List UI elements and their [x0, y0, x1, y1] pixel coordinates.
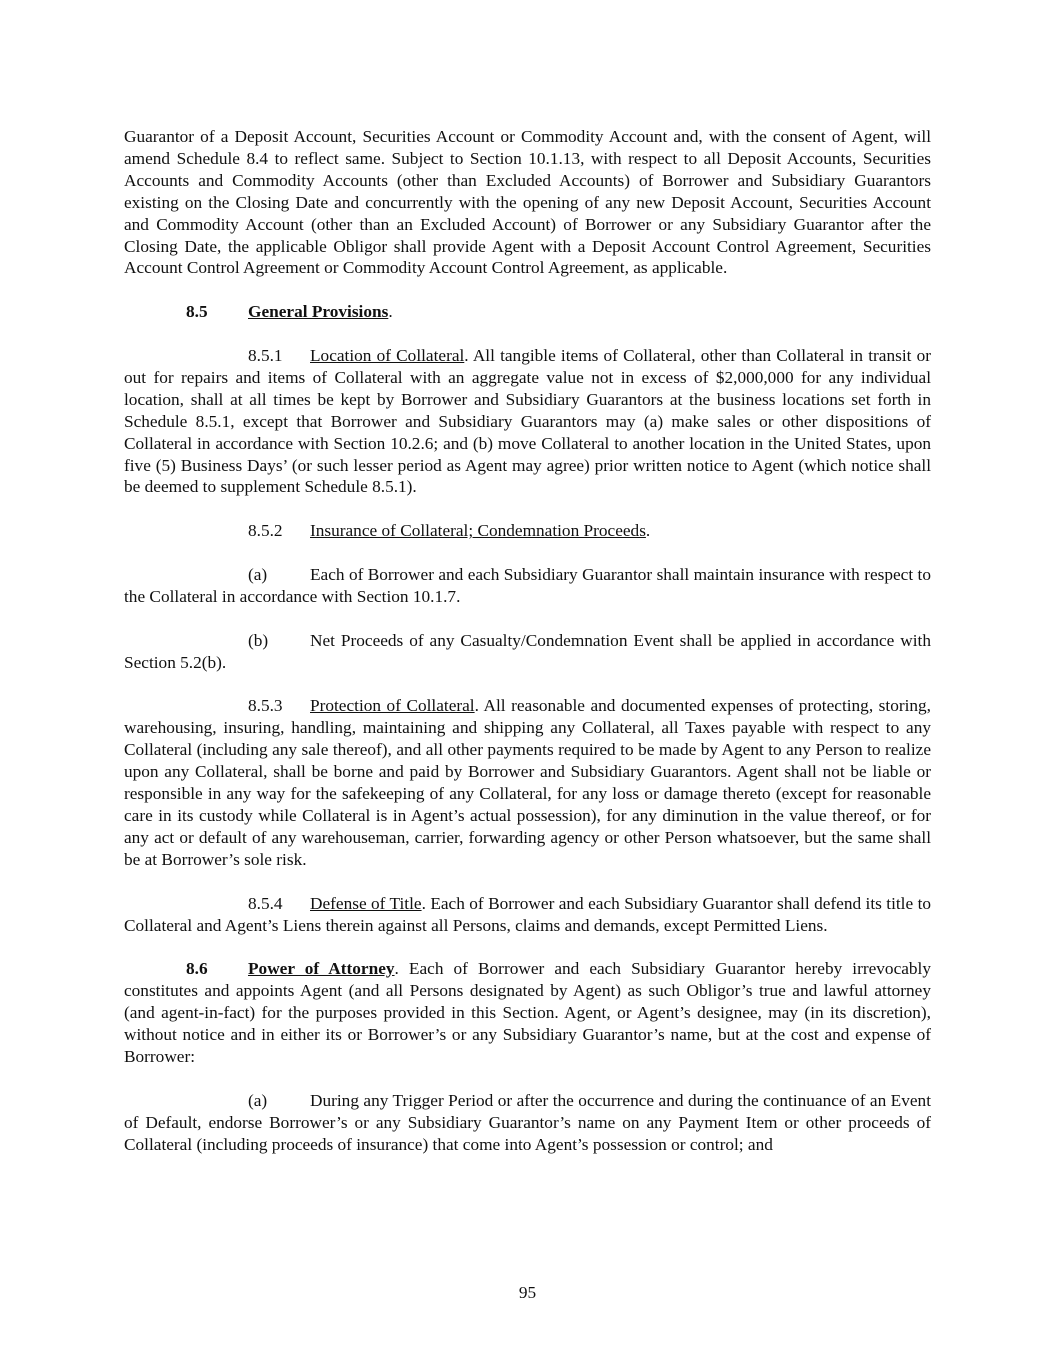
subsection-title: Defense of Title — [310, 893, 422, 913]
clause-text: Each of Borrower and each Subsidiary Guarantor shall maintain insurance with respect to the Collateral in accordance with Section 10.1.7. — [124, 565, 931, 606]
section-8-5-1 — [124, 345, 931, 498]
section-number: 8.6 — [186, 959, 208, 979]
page-number: 95 — [518, 1283, 537, 1302]
section-8-5-2 — [124, 520, 931, 542]
subsection-title: Protection of Collateral — [310, 696, 475, 716]
clause-text: During any Trigger Period or after the occurrence and during the continuance of an Event of Default, endorse Borrower’s or any Subsidiary Guarantor’s name on any Payment Item or other proceeds of Collateral (including proceeds of insurance) that come into Agent’s possession or control; and — [124, 1090, 931, 1154]
section-title: Power of Attorney — [248, 959, 395, 979]
subsection-number: 8.5.3 — [248, 696, 283, 716]
clause-label: (b) — [248, 630, 269, 650]
subsection-title: Location of Collateral — [310, 346, 465, 366]
clause-label: (a) — [248, 565, 268, 585]
subsection-body: . All tangible items of Collateral, other than Collateral in transit or out for repairs and items of Collateral with an aggregate value not in excess of $2,000,000 for any individual location, shall at all times be kept by Borrower and Subsidiary Guarantors at the business locations set forth in Schedule 8.5.1, except that Borrower and Subsidiary Guarantors may (a) make sales or other dispositions of Collateral in accordance with Section 10.2.6; and (b) move Collateral to another location in the United States, upon five (5) Business Days’ (or such lesser period as Agent may agree) prior written notice to Agent (which notice shall be deemed to supplement Schedule 8.5.1). — [124, 346, 931, 497]
subsection-number: 8.5.2 — [248, 521, 283, 541]
section-8-5-heading — [124, 301, 931, 323]
clause-text: Net Proceeds of any Casualty/Condemnation Event shall be applied in accordance with Section 5.2(b). — [124, 630, 931, 672]
page-body — [124, 126, 931, 1155]
clause-8-5-2-b — [124, 630, 931, 674]
subsection-number: 8.5.1 — [248, 346, 283, 366]
section-number: 8.5 — [186, 302, 208, 322]
subsection-title-period: . — [645, 521, 651, 541]
subsection-body: . All reasonable and documented expenses of protecting, storing, warehousing, insuring, handling, maintaining and shipping any Collateral, all Taxes payable with respect to any Collateral (including any sale thereof), and all other payments required to be made by Agent to any Person to realize upon any Collateral, shall be borne and paid by Borrower and Subsidiary Guarantors. Agent shall not be liable or responsible in any way for the safekeeping of any Collateral, for any loss or damage thereto (except for reasonable care in its custody while Collateral is in Agent’s actual possession), for any diminution in the value thereof, or for any act or default of any warehouseman, carrier, forwarding agency or other Person whatsoever, but the same shall be at Borrower’s sole risk. — [124, 696, 931, 869]
clause-8-6-a — [124, 1090, 931, 1156]
section-8-5-4 — [124, 893, 931, 937]
section-body: . Each of Borrower and each Subsidiary Guarantor hereby irrevocably constitutes and appoints Agent (and all Persons designated by Agent) as such Obligor’s true and lawful attorney (and agent-in-fact) for the purposes provided in this Section. Agent, or Agent’s designee, may (in its discretion), without notice and in either its or Borrower’s or any Subsidiary Guarantor’s name, but at the cost and expense of Borrower: — [124, 959, 931, 1066]
intro-paragraph: Guarantor of a Deposit Account, Securities Account or Commodity Account and, with the consent of Agent, will amend Schedule 8.4 to reflect same. Subject to Section 10.1.13, with respect to all Deposit Accounts, Securities Accounts and Commodity Accounts (other than Excluded Accounts) of Borrower and Subsidiary Guarantors existing on the Closing Date and concurrently with the opening of any new Deposit Account, Securities Account and Commodity Account (other than an Excluded Account) of Borrower or any Subsidiary Guarantor after the Closing Date, the applicable Obligor shall provide Agent with a Deposit Account Control Agreement, Securities Account Control Agreement or Commodity Account Control Agreement, as applicable. — [124, 127, 931, 278]
section-8-6 — [124, 958, 931, 1068]
clause-8-5-2-a — [124, 564, 931, 608]
subsection-number: 8.5.4 — [248, 893, 283, 913]
section-title: General Provisions — [248, 302, 389, 322]
subsection-body: . Each of Borrower and each Subsidiary Guarantor shall defend its title to Collateral and Agent’s Liens therein against all Persons, claims and demands, except Permitted Liens. — [124, 893, 932, 935]
section-title-period: . — [388, 302, 393, 322]
section-8-5-3 — [124, 695, 931, 870]
subsection-title: Insurance of Collateral; Condemnation Proceeds — [310, 521, 646, 541]
clause-label: (a) — [248, 1090, 268, 1110]
